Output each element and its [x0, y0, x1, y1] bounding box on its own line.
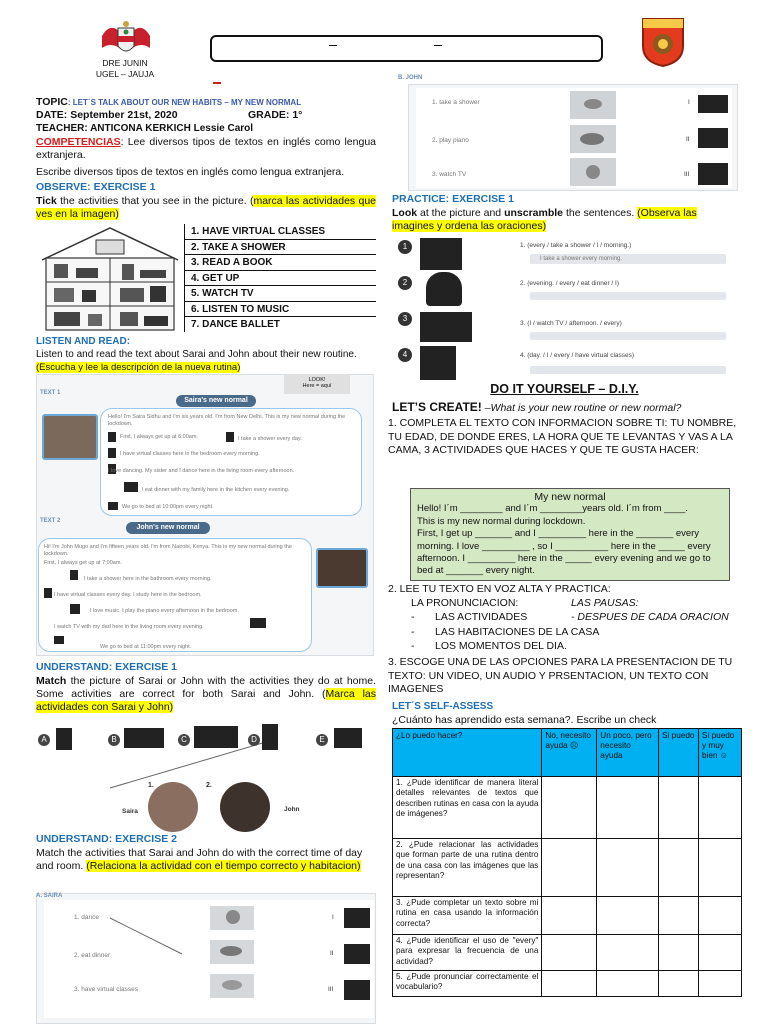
peru-coat-of-arms-icon — [100, 18, 152, 58]
tick-instruction — [36, 195, 376, 221]
roman-numeral: II — [686, 136, 690, 143]
activity-item[interactable]: 2. TAKE A SHOWER — [185, 240, 376, 256]
tick-bold: Tick — [36, 195, 57, 207]
saira-activity: 3. have virtual classes — [74, 986, 138, 993]
diy-title: DO IT YOURSELF – D.I.Y. — [490, 382, 639, 396]
scramble-answer: I take a shower every morning. — [540, 256, 623, 262]
bullet-3 — [411, 640, 756, 653]
teacher-line: TEACHER: ANTICONA KERKICH Lessie Carol — [36, 123, 254, 134]
u1-text: the picture of Sarai or John with the activities they do at home. Some activities are correct for both Sarai and John. ( — [36, 675, 376, 700]
shower-icon[interactable] — [262, 724, 278, 750]
check-cell[interactable] — [542, 897, 597, 935]
create-line — [392, 400, 737, 415]
practice-instruction — [392, 207, 737, 233]
saira-activity: 1. dance — [74, 914, 99, 921]
pron-label: LA PRONUNCIACION: — [411, 597, 519, 609]
check-cell[interactable] — [699, 935, 742, 971]
bed-icon — [108, 502, 118, 510]
table-row — [393, 839, 742, 897]
topic-line — [36, 96, 376, 109]
roman-numeral: III — [684, 171, 690, 178]
col-header: ¿Lo puedo hacer? — [393, 729, 542, 777]
u2-highlight: (Relaciona la actividad con el tiempo correcto y habitacion) — [86, 860, 361, 872]
john-activity: 3. watch TV — [432, 171, 467, 178]
check-cell[interactable] — [659, 935, 699, 971]
option-letter: B — [108, 734, 120, 746]
saira-line: I have virtual classes here in the bedroom every morning. — [120, 451, 260, 457]
option-letter: D — [248, 734, 260, 746]
self-assess-title: LET´S SELF-ASSESS — [392, 701, 494, 712]
sun-shape — [586, 165, 600, 179]
competencias-label: COMPETENCIAS — [36, 136, 121, 148]
tick-text: the activities that you see in the picture. ( — [56, 195, 254, 207]
table-row — [393, 897, 742, 935]
check-cell[interactable] — [542, 839, 597, 897]
sunset-shape — [220, 946, 242, 956]
new-normal-line: afternoon. I _________ here in the _____ every evening and we go to — [417, 553, 711, 565]
name-dash — [434, 45, 442, 46]
roman-numeral: II — [330, 950, 334, 957]
my-new-normal-box[interactable] — [410, 488, 730, 581]
john-line: Hi! I'm John Mugo and I'm fifteen years old. I'm from Nairobi, Kenya. This is my new normal during the lockdown. — [44, 544, 292, 557]
bullet-dash: - — [411, 640, 415, 652]
roman-numeral: III — [328, 986, 334, 993]
john-label: John — [284, 806, 300, 813]
john-line: We go to bed at 11:00pm every night. — [100, 644, 192, 650]
red-dash-mark — [213, 82, 221, 84]
activity-item[interactable]: 7. DANCE BALLET — [191, 319, 280, 330]
check-cell[interactable] — [597, 777, 659, 839]
bullet-2-text: LAS HABITACIONES DE LA CASA — [435, 626, 600, 638]
check-cell[interactable] — [659, 777, 699, 839]
john-photo — [316, 548, 368, 588]
shower-icon — [70, 570, 78, 580]
bullet-dash: - — [411, 626, 415, 638]
table-row — [393, 935, 742, 971]
saira-panel-title: A. SAIRA — [36, 893, 63, 899]
table-row — [393, 971, 742, 997]
topic-value: : LET´S TALK ABOUT OUR NEW HABITS – MY NEW NORMAL — [67, 98, 302, 107]
new-normal-line: This is my new normal during lockdown. — [417, 515, 586, 527]
listen-text: Listen to and read the text about Sarai and John about their new routine. — [36, 349, 357, 360]
row-number: 3 — [398, 312, 412, 326]
bed-icon — [54, 636, 64, 644]
saira-line: First, I always get up at 6:00am. — [120, 434, 198, 440]
tv-icon — [420, 312, 472, 342]
john-activity: 1. take a shower — [432, 99, 480, 106]
check-cell[interactable] — [597, 971, 659, 997]
row-number: 1 — [398, 240, 412, 254]
bedroom-icon — [698, 128, 728, 148]
competencias-text-2: Escribe diversos tipos de textos en inglés como lengua extranjera. — [36, 166, 345, 178]
num-2: 2. — [206, 782, 212, 789]
piano-icon — [70, 604, 80, 614]
new-normal-title: My new normal — [534, 491, 606, 503]
laptop-icon — [44, 588, 52, 598]
cloud-shape — [584, 99, 602, 109]
activity-item[interactable]: 5. WATCH TV — [185, 286, 376, 302]
new-normal-line: First, I get up _______ and I _________ here in the _______ every — [417, 528, 700, 540]
look-note: LOOK! Here = aquí — [284, 374, 350, 394]
create-bold: LET’S CREATE! — [392, 400, 482, 414]
saira-line: I take a shower every day. — [238, 436, 302, 442]
shower-icon — [420, 238, 462, 270]
check-cell[interactable] — [542, 935, 597, 971]
observe-title: OBSERVE: EXERCISE 1 — [36, 181, 156, 193]
text1-label: TEXT 1 — [40, 390, 61, 396]
num-1: 1. — [148, 782, 154, 789]
assess-question: 4. ¿Pude identificar el uso de "every" para expresar la frecuencia de una actividad? — [393, 935, 542, 971]
item-2: 2. LEE TU TEXTO EN VOZ ALTA Y PRACTICA: — [388, 583, 611, 595]
understand2-title: UNDERSTAND: EXERCISE 2 — [36, 833, 177, 845]
check-cell[interactable] — [699, 897, 742, 935]
self-assess-question: ¿Cuánto has aprendido esta semana?. Escribe un check — [392, 714, 657, 726]
col-header: No, necesito ayuda ☹ — [542, 729, 597, 777]
laptop-icon[interactable] — [56, 728, 72, 750]
tv-icon[interactable] — [124, 728, 164, 748]
saira-photo — [42, 414, 98, 460]
option-letter: E — [316, 734, 328, 746]
john-activity: 2. play piano — [432, 137, 469, 144]
header-institution — [80, 58, 170, 80]
check-cell[interactable] — [699, 839, 742, 897]
look-bold: Look — [392, 207, 418, 219]
laptop-icon — [108, 448, 116, 458]
john-line: I take a shower here in the bathroom every morning. — [84, 576, 212, 582]
row-number: 2 — [398, 276, 412, 290]
u1-highlight: Marca las actividades con Sarai y John) — [36, 688, 376, 713]
table-row — [393, 777, 742, 839]
john-panel-title: B. JOHN — [398, 75, 423, 81]
check-cell[interactable] — [659, 897, 699, 935]
bullet-1 — [411, 611, 756, 624]
option-letter: C — [178, 734, 190, 746]
piano-icon[interactable] — [334, 728, 362, 748]
pronunciation-line — [411, 597, 756, 610]
assess-question: 5. ¿Pude pronunciar correctamente el vocabulario? — [393, 971, 542, 997]
understand1-title: UNDERSTAND: EXERCISE 1 — [36, 661, 177, 673]
activity-item[interactable]: 6. LISTEN TO MUSIC — [185, 302, 376, 318]
check-cell[interactable] — [659, 839, 699, 897]
col-header: Si puedo y muy bien ☺ — [699, 729, 742, 777]
understand2-text — [36, 847, 376, 873]
bullet-dash: - — [411, 611, 415, 623]
activity-item[interactable]: 3. READ A BOOK — [185, 255, 376, 271]
saira-line: Hello! I'm Saira Sidhu and I'm six years old. I'm from New Delhi. This is my new normal during the lockdown. — [108, 414, 346, 427]
bullet-1b-text: - DESPUES DE CADA ORACION — [571, 611, 729, 623]
listen-title: LISTEN AND READ: — [36, 336, 131, 347]
saira-line: I love dancing. My sister and I dance here in the living room every afternoon. — [108, 468, 295, 474]
scramble-prompt: 2. (evening. / every / eat dinner / I) — [520, 280, 619, 287]
listen-hl-line — [36, 361, 376, 374]
item-1: 1. COMPLETA EL TEXTO CON INFORMACION SOBRE TI: TU NOMBRE, TU EDAD, DE DONDE ERES, LA HORA QUE TE LEVANTAS Y VAS A LA CAMA, 3 ACTIVIDADES QUE HACES Y QUE TE GUSTA HACER: — [388, 417, 737, 456]
new-normal-line: bed at _______ every night. — [417, 565, 535, 577]
john-photo[interactable] — [220, 782, 270, 832]
table-header-row — [393, 729, 742, 777]
dinner-icon — [426, 272, 462, 306]
assess-question: 3. ¿Pude completar un texto sobre mi rutina en casa usando la información correcta? — [393, 897, 542, 935]
check-cell[interactable] — [542, 777, 597, 839]
option-letter: A — [38, 734, 50, 746]
answer-field[interactable] — [530, 366, 726, 374]
saira-line: I eat dinner with my family here in the kitchen every evening. — [142, 487, 290, 493]
laptop-icon — [420, 346, 456, 380]
listen-highlight: (Escucha y lee la descripción de la nueva rutina) — [36, 362, 241, 373]
dre-label: DRE JUNIN — [102, 58, 148, 68]
bedroom-icon — [344, 980, 370, 1000]
answer-field[interactable] — [530, 332, 726, 340]
col-header: Un poco, pero necesito ayuda — [597, 729, 659, 777]
look-text-2: the sentences. — [563, 207, 638, 219]
check-cell[interactable] — [542, 971, 597, 997]
saira-label: Saira — [122, 808, 138, 815]
text2-label: TEXT 2 — [40, 518, 61, 524]
pausas-label: LAS PAUSAS: — [571, 597, 639, 609]
house-picture — [36, 224, 184, 332]
create-italic: –What is your new routine or new normal? — [481, 402, 682, 414]
understand1-text — [36, 675, 376, 714]
ugel-label: UGEL – JAUJA — [95, 69, 155, 79]
answer-field[interactable] — [530, 292, 726, 300]
assess-question: 1. ¿Pude identificar de manera literal detalles relevantes de textos que describen rutinas en casa con la ayuda de imágenes? — [393, 777, 542, 839]
sunset-shape — [580, 133, 604, 145]
saira-header: Saira's new normal — [176, 395, 256, 407]
bullet-2 — [411, 626, 756, 639]
sun-shape — [226, 910, 240, 924]
item-3: 3. ESCOGE UNA DE LAS OPCIONES PARA LA PRESENTACION DE TU TEXTO: UN VIDEO, UN AUDIO Y PRSENTACION, UN TEXTO CON IMAGENES — [388, 656, 733, 695]
tv-icon — [250, 618, 266, 628]
activity-item[interactable]: 4. GET UP — [185, 271, 376, 287]
roman-numeral: I — [688, 99, 690, 106]
look-text: at the picture and — [417, 207, 505, 219]
competencias-text: : Lee diversos tipos de textos en inglés como lengua extranjera. — [36, 136, 376, 161]
check-cell[interactable] — [597, 935, 659, 971]
look-highlight: (Observa las imagines y ordena las oraciones) — [392, 207, 697, 232]
practice-title: PRACTICE: EXERCISE 1 — [392, 193, 514, 205]
john-header: John's new normal — [126, 522, 210, 534]
dinner-icon[interactable] — [194, 726, 238, 748]
unscramble-bold: unscramble — [504, 207, 564, 219]
john-line: I love music. I play the piano every afternoon in the bedroom. — [90, 608, 239, 614]
school-shield-icon — [640, 16, 686, 68]
bathroom-icon — [344, 908, 370, 928]
check-cell[interactable] — [699, 971, 742, 997]
check-cell[interactable] — [699, 777, 742, 839]
competencias-para — [36, 136, 376, 162]
row-number: 4 — [398, 348, 412, 362]
bathroom-icon — [698, 95, 728, 113]
new-normal-line: morning. I love _________ , so I __________ here in the _____ every — [417, 540, 711, 552]
living-room-icon — [698, 163, 728, 185]
saira-match-line — [44, 900, 374, 1018]
topic-label: TOPIC — [36, 96, 68, 108]
john-line: I have virtual classes every day. I study here in the bedroom. — [54, 592, 202, 598]
date-text: DATE: September 21st, 2020 — [36, 109, 178, 121]
u2-text: Match the activities that Sarai and John do with the correct time of day and room. — [36, 847, 363, 872]
assess-question: 2. ¿Pude relacionar las actividades que forman parte de una rutina dentro de una casa con las imágenes que las representan? — [393, 839, 542, 897]
check-cell[interactable] — [597, 897, 659, 935]
tick-highlight: marca las actividades que ves en la imagen) — [36, 195, 376, 220]
roman-numeral: I — [332, 914, 334, 921]
new-normal-line: Hello! I´m ________ and I´m ________years old. I´m from ____. — [417, 503, 688, 515]
saira-activity: 2. eat dinner — [74, 952, 111, 959]
saira-photo[interactable] — [148, 782, 198, 832]
shower-icon — [226, 432, 234, 442]
check-cell[interactable] — [659, 971, 699, 997]
grade-text: GRADE: 1° — [248, 109, 303, 121]
scramble-prompt: 1. (every / take a shower / I / morning.) — [520, 242, 632, 249]
bullet-1-text: LAS ACTIVIDADES — [435, 611, 528, 623]
student-name-box[interactable] — [210, 35, 603, 62]
scramble-prompt: 3. (I / watch TV / afternoon. / every) — [520, 320, 622, 327]
john-line: I watch TV with my dad here in the living room every evening. — [54, 624, 204, 630]
cloud-shape — [222, 980, 242, 990]
dinner-icon — [124, 482, 138, 492]
check-cell[interactable] — [597, 839, 659, 897]
self-assessment-table — [392, 728, 742, 997]
activities-list — [184, 224, 376, 332]
name-dash — [329, 45, 337, 46]
saira-line: We go to bed at 10:00pm every night. — [122, 504, 214, 510]
activity-item[interactable]: 1. HAVE VIRTUAL CLASSES — [185, 224, 376, 240]
bullet-3-text: LOS MOMENTOS DEL DIA. — [435, 640, 567, 652]
john-line: First, I always get up at 7:00am. — [44, 560, 122, 566]
scramble-prompt: 4. (day. / I / every / have virtual classes) — [520, 352, 635, 359]
get-up-icon — [108, 432, 116, 442]
kitchen-icon — [344, 944, 370, 964]
match-bold: Match — [36, 675, 67, 687]
date-line — [36, 109, 376, 122]
col-header: Si puedo — [659, 729, 699, 777]
